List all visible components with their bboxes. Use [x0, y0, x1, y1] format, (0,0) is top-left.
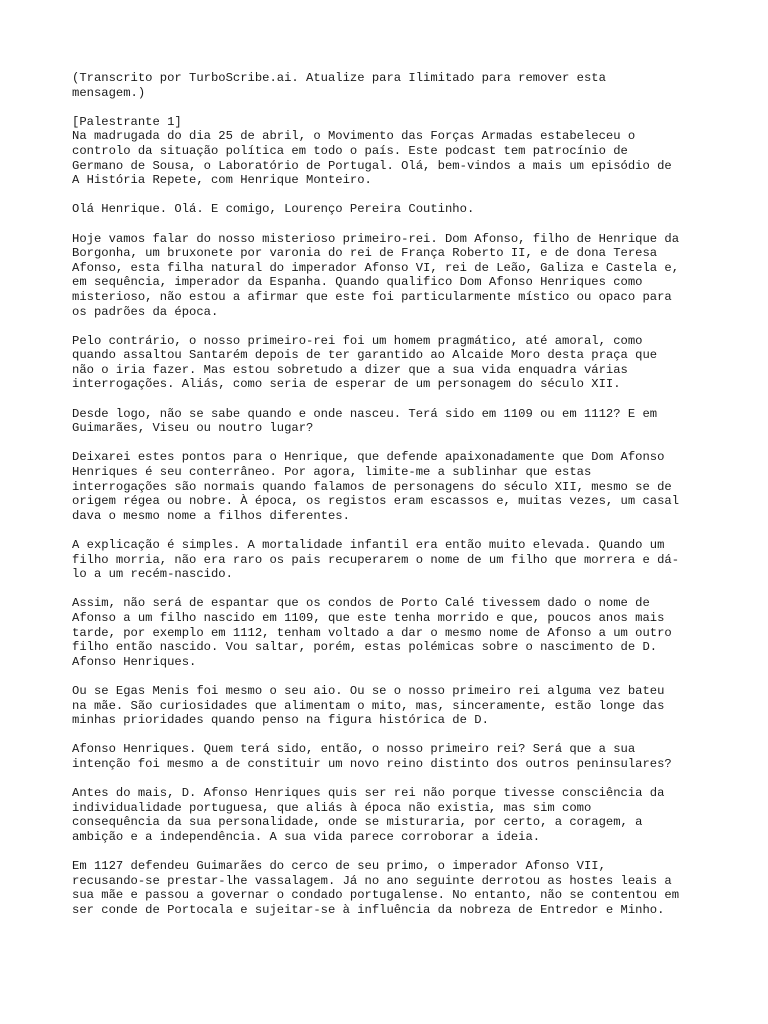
paragraph-explanation: A explicação é simples. A mortalidade infantil era então muito elevada. Quando um filho morria, não era raro os pais recuperarem o nome de um filho que morrera e dá- lo a um recém-nascido. [72, 538, 680, 582]
paragraph-pragmatic: Pelo contrário, o nosso primeiro-rei foi um homem pragmático, até amoral, como quando assaltou Santarém depois de ter garantido ao Alcaide Moro desta praça que não o iria fazer. Mas estou sobretudo a dizer que a sua vida enquadra várias interrogações. Aliás, como seria de esperar de um personagem do século XII. [72, 333, 658, 392]
paragraph-greeting: Olá Henrique. Olá. E comigo, Lourenço Pereira Coutinho. [72, 202, 475, 217]
paragraph-interrogations: Deixarei estes pontos para o Henrique, que defende apaixonadamente que Dom Afonso Henriques é seu conterrâneo. Por agora, limite-me a sublinhar que estas interrogações são normais quando falamos de personagens do século XII, mesmo se de origem régea ou nobre. À época, os registos eram escassos e, muitas vezes, um casal dava o mesmo nome a filhos diferentes. [72, 450, 680, 523]
document-page [72, 71, 712, 932]
paragraph-names: Assim, não será de espantar que os condos de Porto Calé tivessem dado o nome de Afonso a um filho nascido em 1109, que este tenha morrido e que, poucos anos mais tarde, por exemplo em 1112, tenham voltado a dar o mesmo nome de Afonso a um outro filho então nascido. Vou saltar, porém, estas polémicas sobre o nascimento de D. Afonso Henriques. [72, 596, 672, 669]
transcription-notice: (Transcrito por TurboScribe.ai. Atualize para Ilimitado para remover esta mensagem.) [72, 71, 606, 100]
paragraph-first-king: Afonso Henriques. Quem terá sido, então, o nosso primeiro rei? Será que a sua intenção foi mesmo a de constituir um novo reino distinto dos outros peninsulares? [72, 742, 672, 771]
paragraph-topic: Hoje vamos falar do nosso misterioso primeiro-rei. Dom Afonso, filho de Henrique da Borgonha, um bruxonete por varonia do rei de França Roberto II, e de dona Teresa Afonso, esta filha natural do imperador Afonso VI, rei de Leão, Galiza e Castela e, em sequência, imperador da Espanha. Quando qualifico Dom Afonso Henriques como misterioso, não estou a afirmar que este foi particularmente místico ou opaco para os padrões da época. [72, 231, 680, 319]
paragraph-curiosities: Ou se Egas Menis foi mesmo o seu aio. Ou se o nosso primeiro rei alguma vez bateu na mãe. São curiosidades que alimentam o mito, mas, sinceramente, estão longe das minhas prioridades quando penso na figura histórica de D. [72, 683, 665, 728]
paragraph-intro: [Palestrante 1] Na madrugada do dia 25 de abril, o Movimento das Forças Armadas estabeleceu o controlo da situação política em todo o país. Este podcast tem patrocínio de Germano de Sousa, o Laboratório de Portugal. Olá, bem-vindos a mais um episódio de A História Repete, com Henrique Monteiro. [72, 114, 672, 188]
paragraph-personality: Antes do mais, D. Afonso Henriques quis ser rei não porque tivesse consciência da individualidade portuguesa, que aliás à época não existia, mas sim como consequência da sua personalidade, onde se misturaria, por certo, a coragem, a ambição e a independência. A sua vida parece corroborar a ideia. [72, 786, 665, 844]
paragraph-birth-question: Desde logo, não se sabe quando e onde nasceu. Terá sido em 1109 ou em 1112? E em Guimarães, Viseu ou noutro lugar? [72, 406, 658, 436]
paragraph-1127: Em 1127 defendeu Guimarães do cerco de seu primo, o imperador Afonso VII, recusando-se prestar-lhe vassalagem. Já no ano seguinte derrotou as hostes leais a sua mãe e passou a governar o condado portugalense. No entanto, não se contentou em ser conde de Portocala e sujeitar-se à influência da nobreza de Entredor e Minho. [72, 859, 680, 917]
